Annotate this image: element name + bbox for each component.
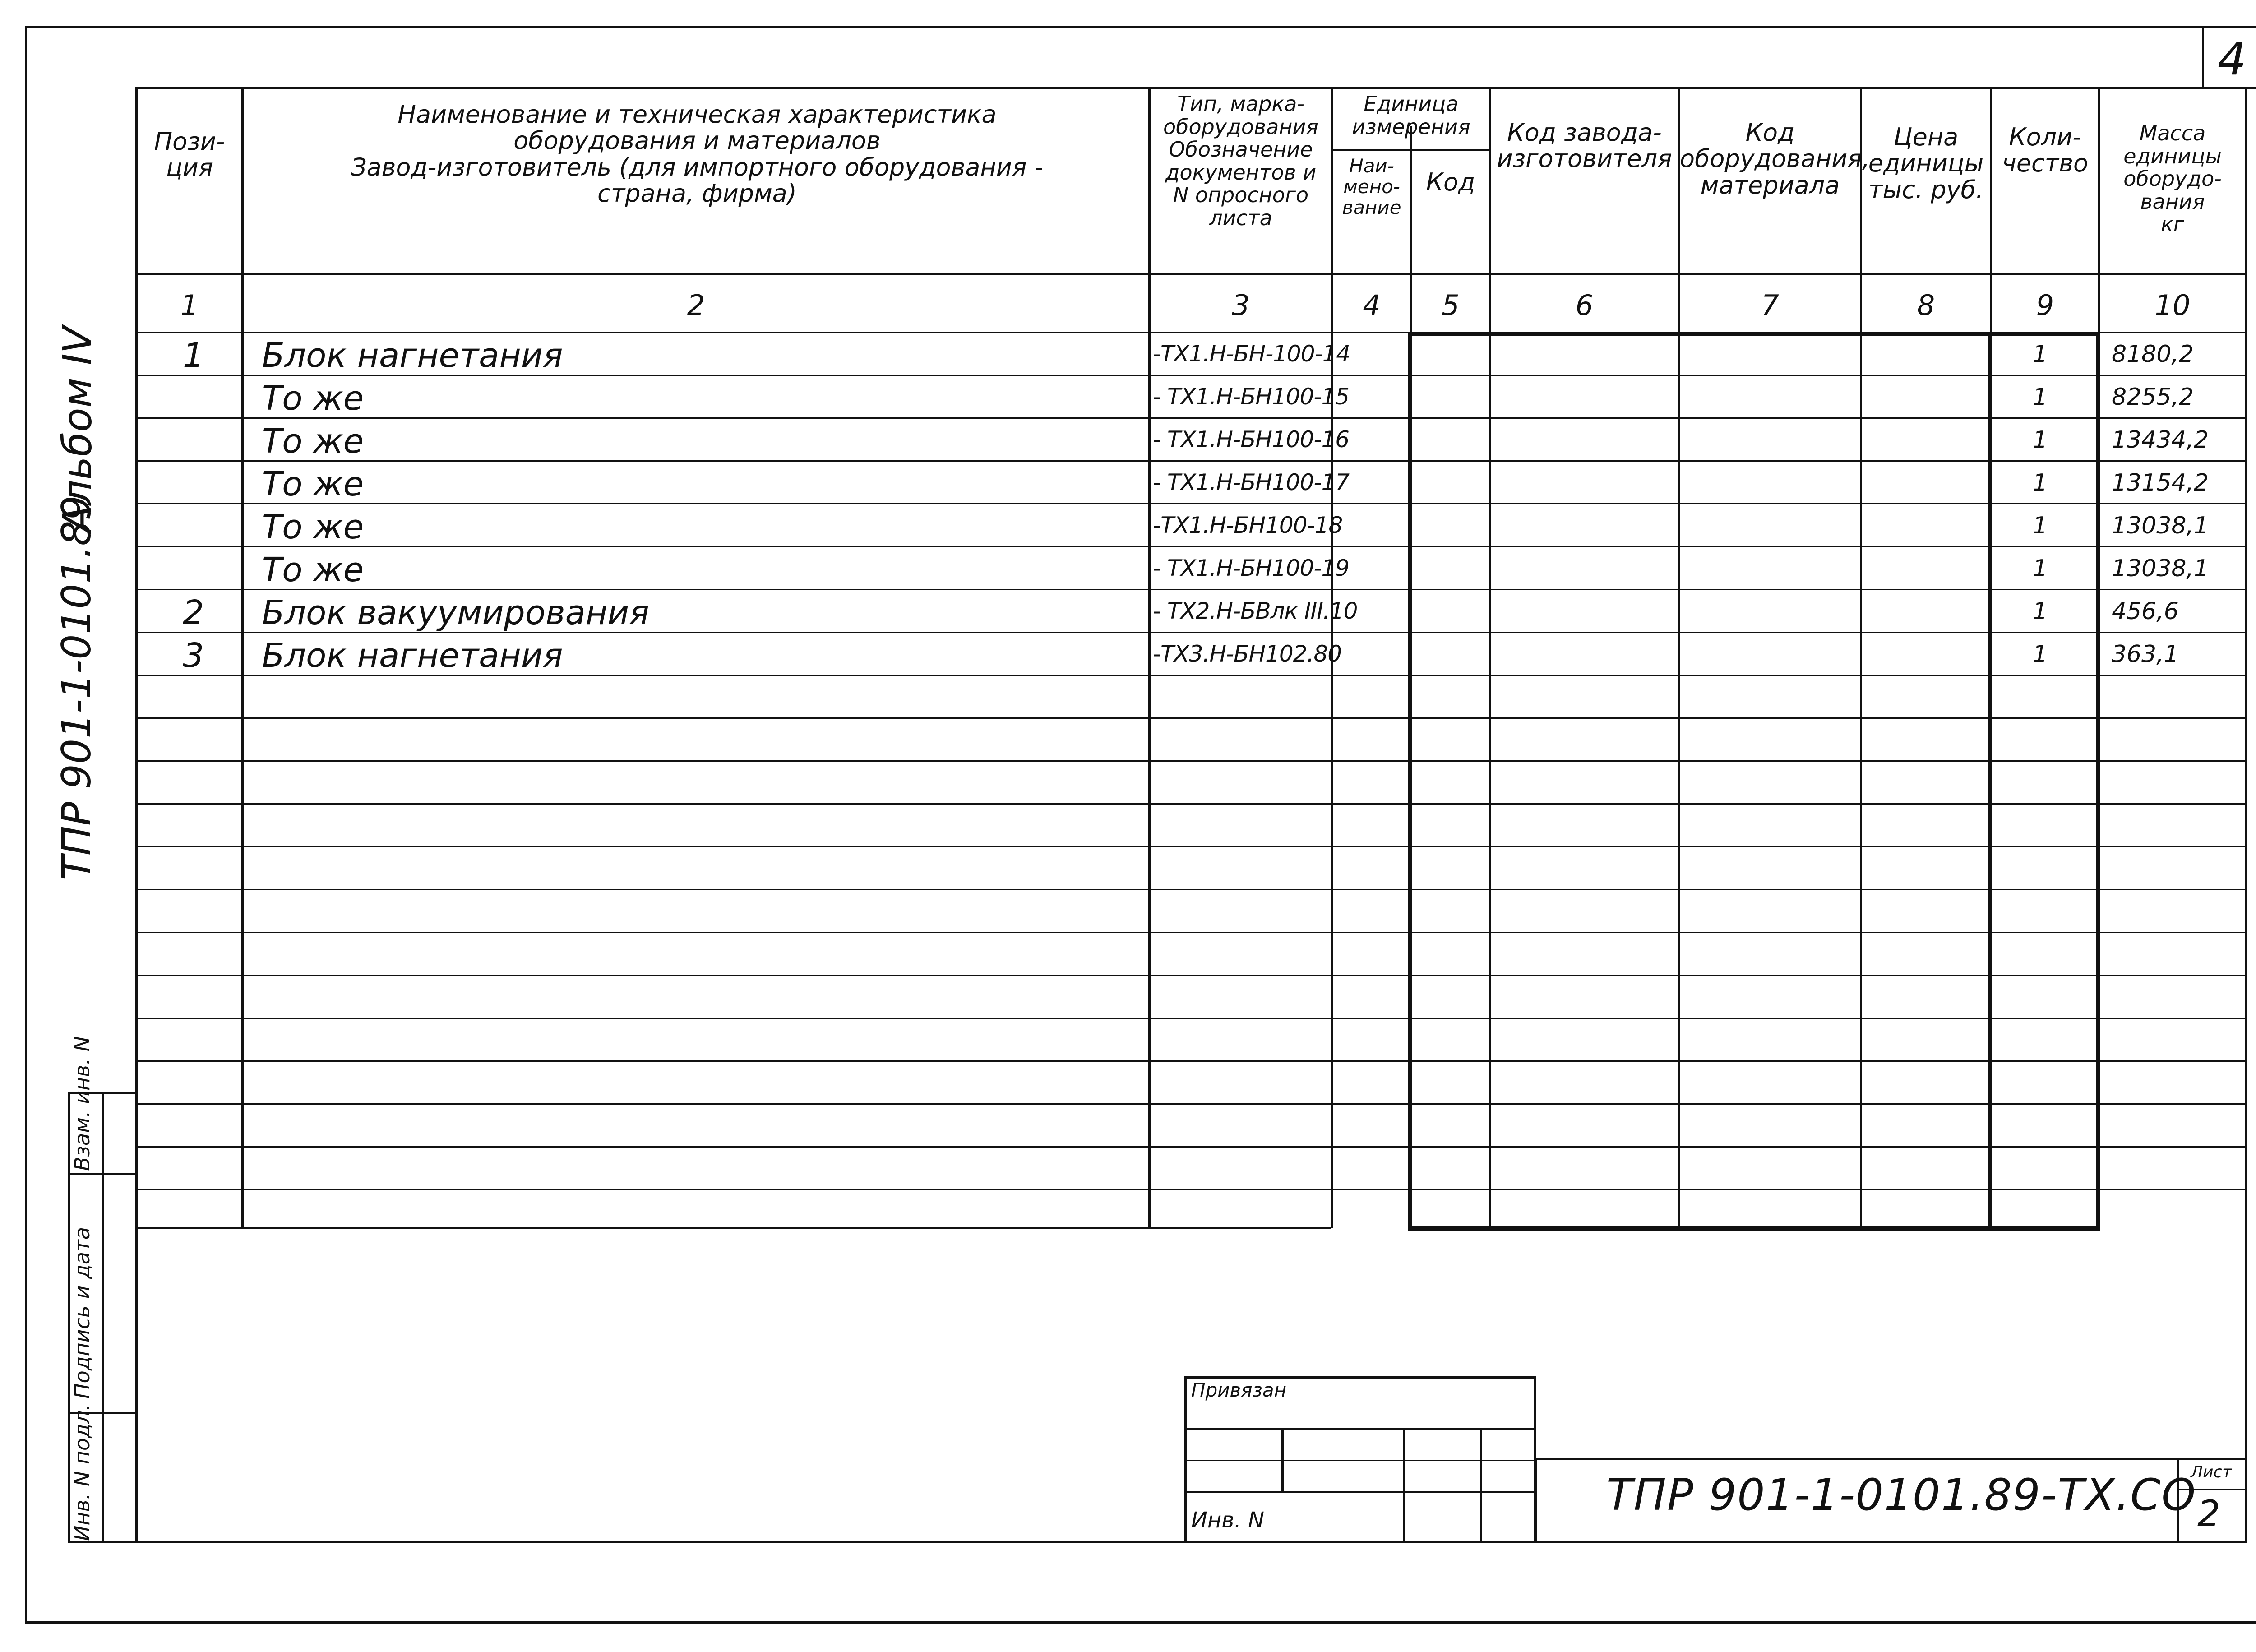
table-row-mass: 8255,2 bbox=[2112, 384, 2194, 411]
editable-area-top bbox=[1408, 332, 2100, 336]
side-stamp-inv-podl: Инв. N подл. bbox=[70, 1404, 94, 1541]
row-line bbox=[135, 760, 2247, 762]
table-bottom-line bbox=[135, 1227, 1331, 1229]
table-col-line-9b bbox=[2096, 332, 2100, 1228]
privyazan-line-3 bbox=[1184, 1491, 1536, 1493]
row-line bbox=[135, 460, 2247, 462]
header-type: Тип, марка- оборудования Обозначение документов и N опросного листа bbox=[1163, 92, 1318, 230]
table-row-type: - ТХ2.Н-БВлк III.10 bbox=[1153, 598, 1358, 624]
privyazan-col-3 bbox=[1480, 1428, 1482, 1543]
title-doc-code: ТПР 901-1-0101.89-ТХ.СО bbox=[1606, 1470, 2196, 1520]
table-col-line-4b bbox=[1408, 332, 1412, 1228]
table-row-name: То же bbox=[262, 422, 364, 461]
table-row-type: - ТХ1.Н-БН100-19 bbox=[1153, 555, 1350, 581]
header-name: Наименование и техническая характеристика оборудования и материалов Завод-изготовитель (для импортного оборудования - страна, фирма) bbox=[351, 100, 1044, 208]
colnum-3: 3 bbox=[1232, 289, 1250, 322]
side-stamp-vzam: Взам. инв. N bbox=[70, 1036, 94, 1171]
table-row-type: -ТХ3.Н-БН102.80 bbox=[1153, 641, 1342, 667]
colnum-1: 1 bbox=[180, 289, 199, 322]
table-row-name: Блок нагнетания bbox=[262, 636, 563, 675]
table-row-quantity: 1 bbox=[2033, 384, 2048, 411]
table-row-quantity: 1 bbox=[2033, 469, 2048, 496]
row-line bbox=[135, 1103, 2247, 1105]
colnum-9: 9 bbox=[2036, 289, 2054, 322]
side-doc-code: ТПР 901-1-0101.89 bbox=[53, 495, 100, 880]
table-row-type: - ТХ1.Н-БН100-16 bbox=[1153, 426, 1350, 453]
privyazan-col-2 bbox=[1403, 1428, 1405, 1543]
row-line bbox=[135, 889, 2247, 890]
row-line bbox=[135, 546, 2247, 547]
colnum-2: 2 bbox=[687, 289, 705, 322]
table-row-mass: 456,6 bbox=[2112, 598, 2179, 625]
table-row-mass: 13154,2 bbox=[2112, 469, 2209, 496]
table-col-line-7 bbox=[1860, 87, 1862, 1228]
table-row-position: 2 bbox=[183, 593, 204, 632]
header-quantity: Коли- чество bbox=[2002, 123, 2089, 178]
colnum-10: 10 bbox=[2154, 289, 2191, 322]
side-stamp-row-1 bbox=[68, 1173, 138, 1175]
row-line bbox=[135, 1060, 2247, 1062]
header-unit-code: Код bbox=[1426, 168, 1475, 196]
colnum-8: 8 bbox=[1917, 289, 1935, 322]
table-row-mass: 13434,2 bbox=[2112, 426, 2209, 453]
table-row-type: - ТХ1.Н-БН100-15 bbox=[1153, 384, 1350, 410]
table-row-type: - ТХ1.Н-БН100-17 bbox=[1153, 469, 1350, 495]
header-unit: Единица измерения bbox=[1352, 92, 1470, 139]
table-row-mass: 363,1 bbox=[2112, 641, 2179, 668]
row-line bbox=[135, 846, 2247, 847]
sheet-number-box bbox=[2202, 26, 2256, 89]
table-row-name: То же bbox=[262, 379, 364, 418]
header-mass: Масса единицы оборудо- вания кг bbox=[2123, 121, 2222, 237]
privyazan-line-1 bbox=[1184, 1428, 1536, 1430]
table-col-line-2 bbox=[1148, 87, 1151, 1228]
colnum-4: 4 bbox=[1363, 289, 1381, 322]
row-line bbox=[135, 932, 2247, 933]
editable-area-bottom bbox=[1408, 1226, 2100, 1231]
side-stamp-podpis: Подпись и дата bbox=[70, 1226, 94, 1399]
table-row-position: 3 bbox=[183, 636, 204, 675]
colnum-6: 6 bbox=[1575, 289, 1594, 322]
header-equipment-code: Код оборудования, материала bbox=[1680, 118, 1870, 199]
title-sheet-divider bbox=[2177, 1489, 2247, 1490]
table-row-position: 1 bbox=[183, 336, 204, 375]
row-line bbox=[135, 1018, 2247, 1019]
sheet-number: 4 bbox=[2218, 32, 2247, 85]
inv-number-label: Инв. N bbox=[1191, 1508, 1264, 1533]
header-unit-name: Наи- мено- вание bbox=[1342, 155, 1401, 219]
drawing-frame-right bbox=[2245, 87, 2247, 1543]
row-line bbox=[135, 803, 2247, 805]
table-row-mass: 13038,1 bbox=[2112, 555, 2209, 582]
table-row-type: -ТХ1.Н-БН-100-14 bbox=[1153, 341, 1350, 367]
side-album-title: Альбом IV bbox=[54, 326, 101, 532]
table-row-name: То же bbox=[262, 508, 364, 546]
table-row-type: -ТХ1.Н-БН100-18 bbox=[1153, 512, 1343, 538]
table-col-line-1 bbox=[241, 87, 244, 1228]
table-row-name: То же bbox=[262, 465, 364, 504]
row-line bbox=[135, 417, 2247, 419]
header-bottom-line bbox=[135, 273, 2247, 275]
privyazan-line-2 bbox=[1184, 1460, 1536, 1461]
header-sub-line bbox=[1331, 149, 1489, 151]
table-row-quantity: 1 bbox=[2033, 341, 2048, 368]
row-line bbox=[135, 589, 2247, 590]
title-sheet-label: Лист bbox=[2191, 1463, 2232, 1481]
table-row-quantity: 1 bbox=[2033, 555, 2048, 582]
privyazan-col-1 bbox=[1281, 1428, 1284, 1491]
table-col-line-6 bbox=[1678, 87, 1680, 1228]
row-line bbox=[135, 1189, 2247, 1190]
colnum-7: 7 bbox=[1761, 289, 1779, 322]
side-stamp-divider bbox=[102, 1092, 104, 1543]
sheet-top-line bbox=[25, 26, 2204, 28]
table-row-mass: 13038,1 bbox=[2112, 512, 2209, 539]
header-price: Цена единицы тыс. руб. bbox=[1868, 123, 1984, 204]
colnum-5: 5 bbox=[1442, 289, 1460, 322]
privyazan-label: Привязан bbox=[1191, 1379, 1287, 1401]
table-row-name: Блок нагнетания bbox=[262, 336, 563, 375]
table-col-line-8b bbox=[1988, 332, 1992, 1228]
title-sheet-value: 2 bbox=[2197, 1493, 2220, 1535]
header-position: Пози- ция bbox=[154, 127, 225, 182]
table-row-quantity: 1 bbox=[2033, 512, 2048, 539]
row-line bbox=[135, 503, 2247, 504]
table-col-line-5 bbox=[1489, 87, 1491, 1228]
row-line bbox=[135, 975, 2247, 976]
table-row-quantity: 1 bbox=[2033, 426, 2048, 453]
table-row-quantity: 1 bbox=[2033, 598, 2048, 625]
table-row-quantity: 1 bbox=[2033, 641, 2048, 668]
row-line bbox=[135, 717, 2247, 719]
table-row-mass: 8180,2 bbox=[2112, 341, 2194, 368]
table-row-name: Блок вакуумирования bbox=[262, 593, 649, 632]
header-factory-code: Код завода- изготовителя bbox=[1497, 118, 1672, 173]
row-line bbox=[135, 1146, 2247, 1148]
table-row-name: То же bbox=[262, 551, 364, 589]
